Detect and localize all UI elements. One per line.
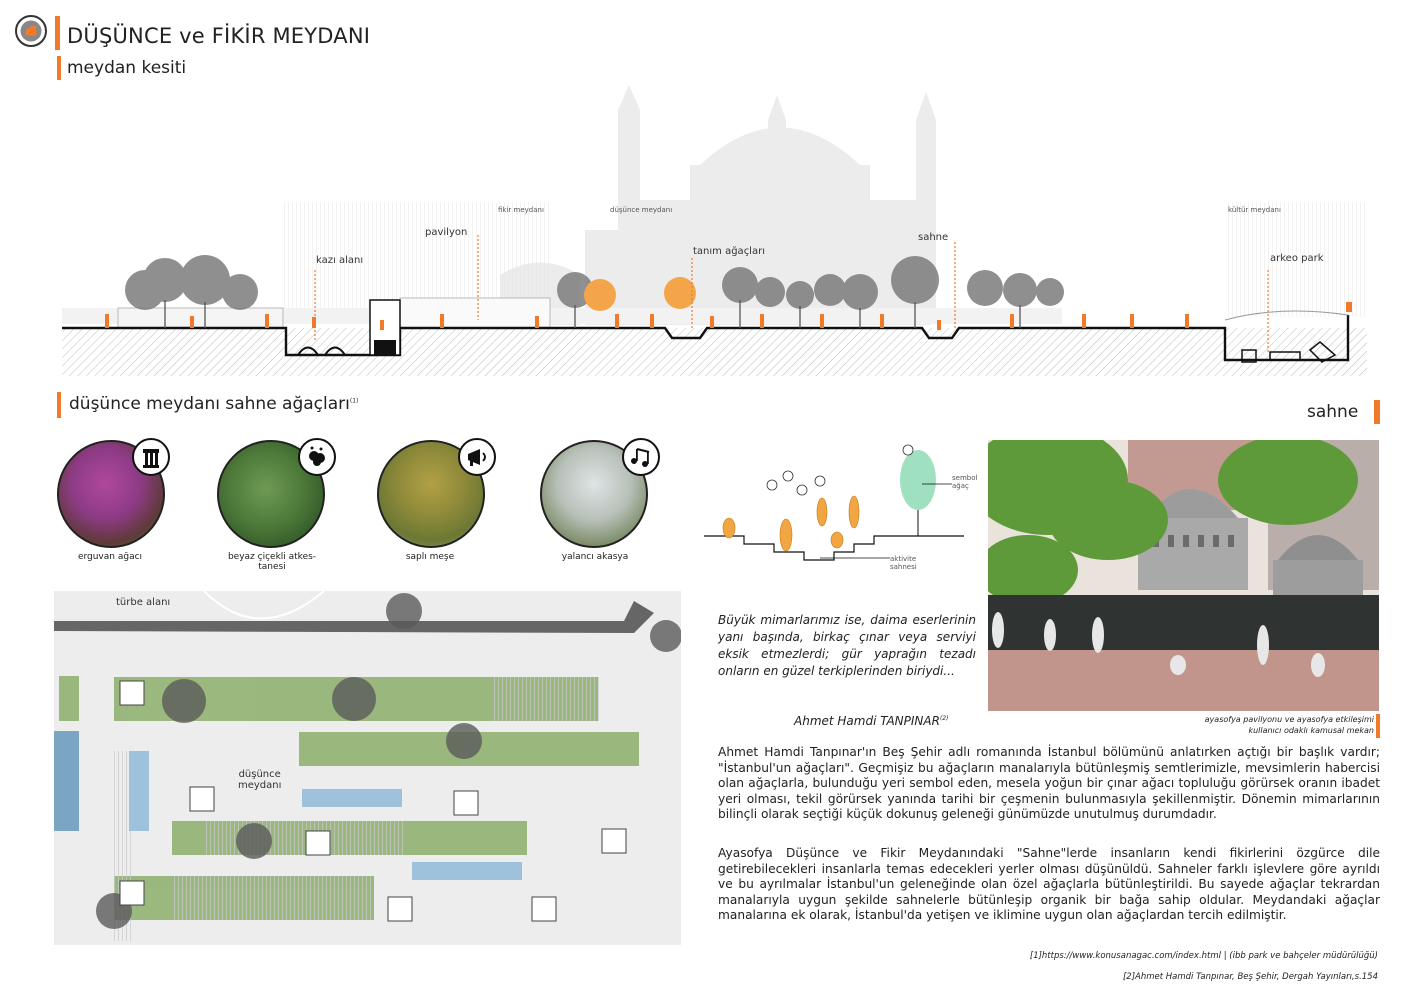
zone-label-fikir: fikir meydanı [498,206,544,214]
footnote-mark-2: (2) [939,715,949,722]
megaphone-icon [458,438,496,476]
footnote-mark-1: (1) [349,397,359,405]
tree-label-sapli-mese: saplı meşe [405,552,455,562]
diagram-label-sembol-agac: sembol ağaç [952,474,978,490]
stage-diagram [704,440,986,580]
trees-section-title-text: düşünce meydanı sahne ağaçları [69,394,350,414]
column-icon [132,438,170,476]
trees-section-title [69,394,358,414]
label-arkeo-park: arkeo park [1270,253,1324,264]
reference-1: [1]https://www.konusanagac.com/index.html | (ibb park ve bahçeler müdürülüğü) [1029,951,1378,961]
label-sahne: sahne [918,232,949,243]
body-paragraph-1: Ahmet Hamdi Tanpınar'ın Beş Şehir adlı romanında İstanbul bölümünü anlatırken açtığı bir başlık vardır; "İstanbul'un ağaçları". Geçmişiz bu ağaçların manalarıyla bütünleşmiş semtlerimizle, mevsimlerin habercisi olan ağaçlarla, bulunduğu yeri sembol eden, mesela yoğun bir çınar ağacı topluluğu görürsek oranın ibadet yeri olması, tekil görürsek yanında tarihi bir çeşmenin bulunmasıyla şekillenmiştir. Dönemin mimarlarının bilinçli olarak seçtiği küçük dokunuş geleneği günümüzde unutulmuş durumdadır. [718,745,1380,822]
reference-2: [2]Ahmet Hamdi Tanpınar, Beş Şehir, Dergah Yayınları,s.154 [1122,972,1378,982]
pavilion-render-photo [988,440,1379,711]
music-notes-icon [622,438,660,476]
logo-icon [14,14,48,48]
label-pavilyon: pavilyon [425,227,468,238]
label-tanim-agaclari: tanım ağaçları [693,246,765,257]
subtitle-accent-bar [57,56,61,80]
plan-label-turbe: türbe alanı [116,597,171,608]
plan-label-dusunce-meydani: düşünce meydanı [238,769,282,791]
body-paragraph-2: Ayasofya Düşünce ve Fikir Meydanındaki "Sahne"lerde insanların kendi fikirlerini özgürce dile getirebilecekleri insanlarla temas edecekleri yerler olması düşünüldü. Sahneler farklı işlevlere göre ayrıldı ve bu ayrılmalar İstanbul'un geleneğinde olan özel ağaçlarla bütünleştirildi. Bu sayede ağaçlar tekrardan manalarıyla uygun şekilde sahnelerle bütünleşip organik bir bağa sahip oldular. Meydandaki ağaçlar manalarına ek olarak, İstanbul'da yetişen ve iklimine uygun olan ağaçlardan tercih edilmiştir. [718,846,1380,923]
quote-author-name: Ahmet Hamdi TANPINAR [794,714,940,728]
tree-label-yalanci-akasya: yalancı akasya [561,552,629,562]
diagram-label-aktivite-sahnesi: aktivite sahnesi [890,555,917,571]
sahne-title: sahne [1307,402,1359,422]
caption-accent-bar [1376,714,1380,738]
photo-caption: ayasofya pavilyonu ve ayasofya etkileşimi kullanıcı odaklı kamusal mekan [1204,715,1374,735]
page-title: DÜŞÜNCE ve FİKİR MEYDANI [67,24,371,48]
trees-heading-accent-bar [57,392,61,418]
sahne-accent-bar [1374,400,1380,424]
brain-icon [298,438,336,476]
tree-label-erguvan: erguvan ağacı [77,552,143,562]
zone-label-dusunce: düşünce meydanı [610,206,673,214]
site-section-drawing [0,80,1414,380]
site-plan [54,591,681,945]
label-kazi-alani: kazı alanı [316,255,364,266]
quote-author [794,710,948,730]
tanpinar-quote: Büyük mimarlarımız ise, daima eserlerinin yanı başında, birkaç çınar veya serviyi eksik etmezlerdi; gür yaprağın tezadı onların en güzel terkiplerinden biriydi... [718,613,976,678]
section-subtitle: meydan kesiti [67,58,187,78]
zone-label-kultur: kültür meydanı [1228,206,1281,214]
title-accent-bar [55,16,60,50]
tree-label-atkestanesi: beyaz çiçekli atkes- tanesi [227,552,317,572]
